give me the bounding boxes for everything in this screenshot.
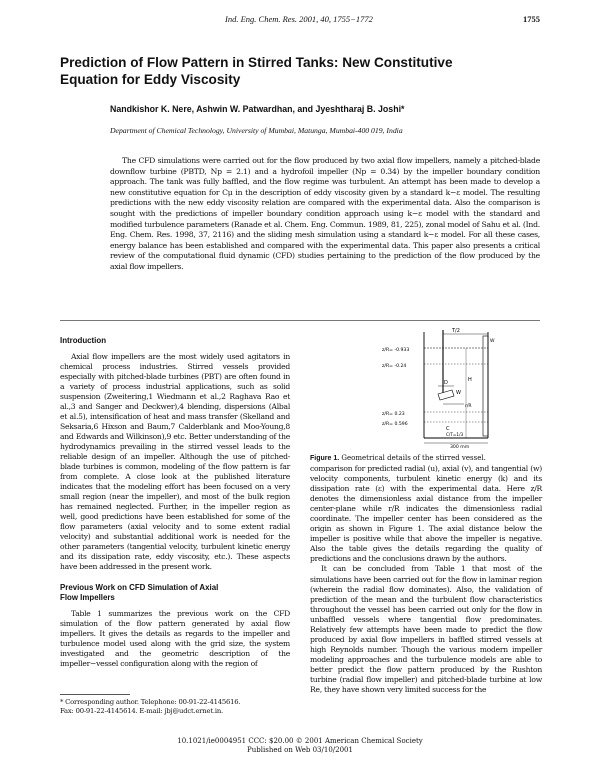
- figure-1-vessel-diagram: [380, 326, 540, 448]
- section-heading-previous-work: [60, 583, 290, 604]
- abstract-text: The CFD simulations were carried out for the flow produced by two axial flow impellers, namely a pitched-blade downflow turbine (PBTD, Np = 2.1) and a hydrofoil impeller (Np = 0.34) by the impeller boundary condition approach. The tank was fully baffled, and the flow regime was turbulent. An attempt has been made to develop a new constitutive equation for Cμ in the description of eddy viscosity given by a standard k−ε model. The resulting predictions with the new eddy viscosity relation are compared with the experimental data. Also the comparison is sought with the predictions of impeller boundary condition approach using k−ε model with the standard and modified turbulence parameters (Ranade et al. Chem. Eng. Commun. 1989, 81, 225), zonal model of Sahu et al. (Ind. Eng. Chem. Res. 1998, 37, 2116) and the sliding mesh simulation using a standard k−ε model. For all these cases, energy balance has been established and compared with the experimental data. This paper also presents a critical review of the computational fluid dynamic (CFD) studies pertaining to the prediction of the flow produced by the axial flow impellers.: [110, 156, 540, 271]
- label-impeller-diameter: D: [444, 380, 448, 386]
- footnote-divider: [60, 694, 130, 695]
- abstract: [110, 156, 540, 273]
- label-baffle-width: W: [490, 339, 495, 344]
- corresponding-author-footnote: [60, 698, 295, 716]
- previous-work-paragraph: Table 1 summarizes the previous work on the CFD simulation of the flow pattern generated by axial flow impellers. It gives the details as regards to the impeller and turbulence model used along with the grid size, the system investigated and the geometric description of the impeller−vessel configuration along with the region of: [60, 608, 290, 668]
- label-liquid-height: H: [468, 377, 472, 383]
- figure-caption-label: Figure 1.: [310, 455, 340, 462]
- footnote-line-2: Fax: 00-91-22-4145614. E-mail: jbj@udct.ernet.in.: [60, 707, 223, 715]
- page-number: 1755: [523, 14, 540, 24]
- label-half-tank: T/2: [452, 328, 460, 334]
- previous-work-heading-line-2: Flow Impellers: [60, 593, 115, 603]
- label-plane-1: z/R= -0.24: [382, 364, 407, 369]
- vessel-schematic: [380, 326, 540, 448]
- label-radial-coordinate: r/R: [465, 404, 472, 409]
- label-plane-2: z/R= 0.23: [382, 412, 405, 417]
- section-divider: [60, 320, 540, 321]
- introduction-paragraph: Axial flow impellers are the most widely used agitators in chemical process industries. Stirred vessels provided especially with pitched-blade turbines (PBT) are often found in a variety of process industrial applications, such as solid suspension (Zweitering,1 Wiedmann et al.,2 Raghava Rao et al.,3 and Sanger and Deckwer),4 blending, dispersions (Albal et al.5), intensification of heat and mass transfer (Skelland and Seksaria,6 Hixson and Baum,7 Calderblank and Moo-Young,8 and Edwards and Wilkinson),9 etc. Better understanding of the hydrodynamics prevailing in the stirred vessel leads to the reliable design of an impeller. Although the use of pitched-blade turbines is common, modeling of the flow pattern is far from complete. A close look at the published literature indicates that the modeling effort has been focused on a very small region (near the impeller), and most of the bulk region has remained neglected. Further, in the impeller region as well, good predictions have been established for some of the flow parameters (axial velocity and to some extent radial velocity) and substantial additional work is needed for the other parameters (tangential velocity, turbulent kinetic energy and its dissipation rate, eddy viscosity, etc.). These aspects have been addressed in the present work.: [60, 351, 290, 572]
- footnote-line-1: * Corresponding author. Telephone: 00-91-22-4145616.: [60, 698, 241, 706]
- title-line-2: Equation for Eddy Viscosity: [60, 72, 241, 87]
- label-tank-size: 300 mm: [450, 445, 470, 448]
- figure-caption-text: Geometrical details of the stirred vessel.: [341, 454, 486, 462]
- label-clearance-ratio: C/T=1/3: [446, 432, 464, 437]
- left-column: [60, 336, 290, 669]
- title-line-1: Prediction of Flow Pattern in Stirred Tanks: New Constitutive: [60, 55, 453, 70]
- label-blade-width: W: [456, 390, 461, 396]
- journal-citation: Ind. Eng. Chem. Res. 2001, 40, 1755−1772: [225, 14, 373, 24]
- running-head: [60, 14, 540, 28]
- right-column-paragraph-1: comparison for predicted radial (u), axial (v), and tangential (w) velocity components, turbulent kinetic energy (k) and its dissipation rate (ε) with the experimental data. Here z/R denotes the dimensionless axial distance from the impeller center-plane while r/R indicates the dimensionless radial coordinate. The impeller center has been considered as the origin as shown in Figure 1. The axial distance below the impeller is positive while that above the impeller is negative. Also the table gives the details regarding the quality of predictions and the conclusions drawn by the authors.: [310, 464, 542, 564]
- figure-1-caption: [310, 454, 540, 462]
- label-clearance: C: [446, 426, 450, 432]
- publication-date: Published on Web 03/10/2001: [247, 746, 353, 754]
- page-footer: [60, 737, 540, 755]
- author-list: Nandkishor K. Nere, Ashwin W. Patwardhan, and Jyeshtharaj B. Joshi*: [110, 104, 405, 114]
- doi-copyright: 10.1021/ie0004951 CCC: $20.00 © 2001 American Chemical Society: [177, 737, 423, 745]
- right-column: [310, 464, 542, 695]
- previous-work-heading-line-1: Previous Work on CFD Simulation of Axial: [60, 582, 219, 592]
- right-column-paragraph-2: It can be concluded from Table 1 that most of the simulations have been carried out for the flow in laminar region (wherein the radial flow dominates). Also, the validation of prediction of the mean and the turbulent flow characteristics throughout the vessel has been carried out only for the flow in unbaffled vessels where tangential flow predominates. Relatively few attempts have been made to predict the flow produced by axial flow impellers in baffled stirred vessels at high Reynolds number. Though the various modern impeller modeling approaches and the turbulence models are able to better predict the flow pattern produced by the Rushton turbine (radial flow impeller) and pitched-blade turbine at low Re, they have shown very limited success for the: [310, 564, 542, 695]
- section-heading-introduction: Introduction: [60, 336, 107, 345]
- affiliation: Department of Chemical Technology, University of Mumbai, Matunga, Mumbai-400 019, India: [110, 126, 403, 135]
- label-surface-plane: z/R= -0.933: [382, 348, 410, 353]
- label-plane-3: z/R= 0.596: [382, 422, 408, 427]
- article-title: [60, 54, 540, 88]
